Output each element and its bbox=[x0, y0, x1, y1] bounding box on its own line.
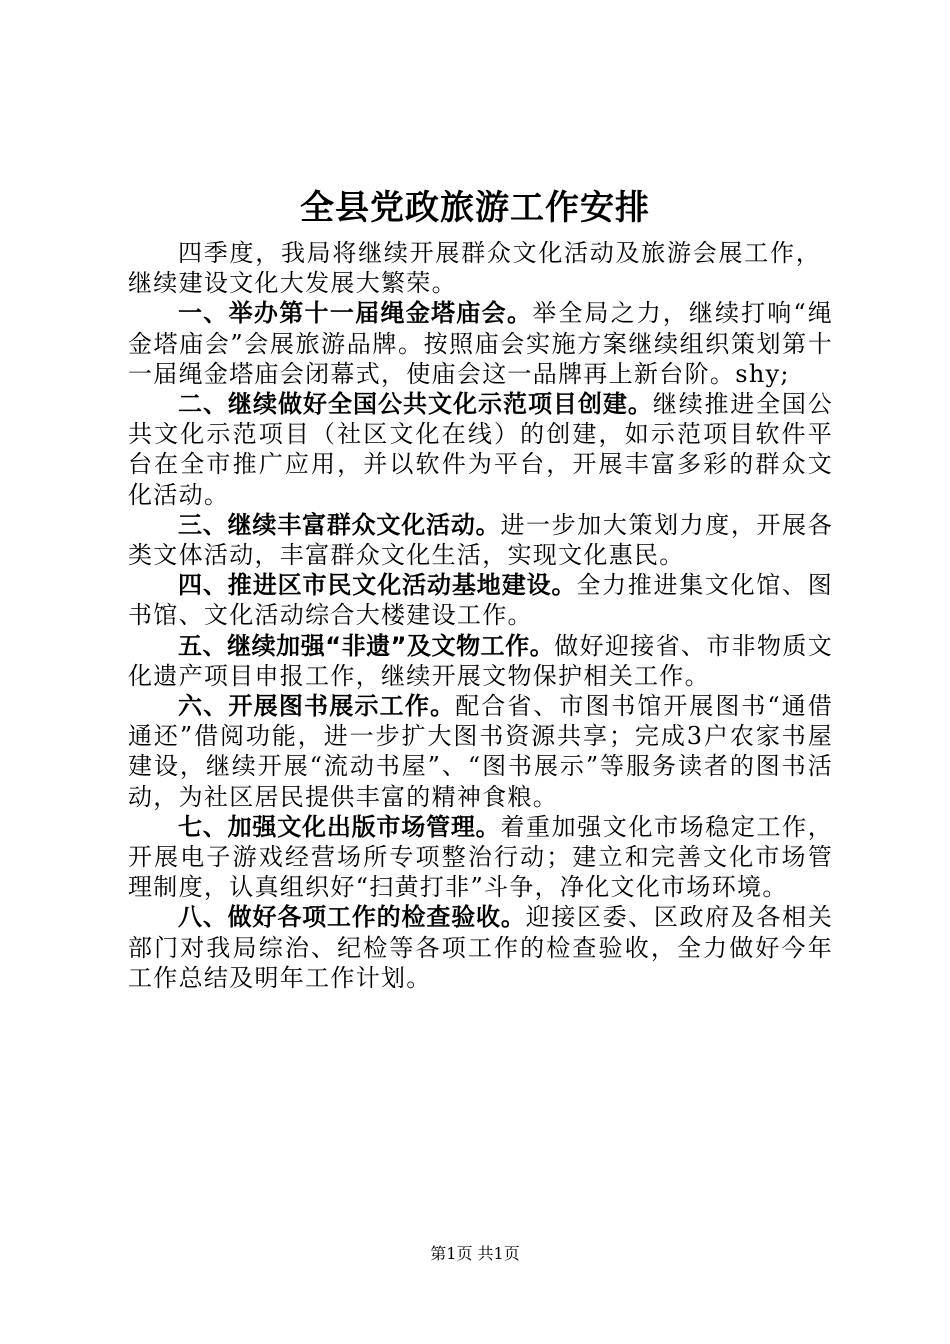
section-4-body: 全力推进集文化馆、图书馆、文化活动综合大楼建设工作。 bbox=[128, 571, 834, 630]
section-3-heading: 三、继续丰富群众文化活动。 bbox=[178, 510, 501, 539]
section-8-heading: 八、做好各项工作的检查验收。 bbox=[178, 903, 526, 932]
section-5-body: 做好迎接省、市非物质文化遗产项目申报工作，继续开展文物保护相关工作。 bbox=[128, 631, 833, 690]
section-1-paragraph bbox=[128, 298, 833, 389]
section-5-paragraph bbox=[128, 631, 833, 691]
section-4-paragraph bbox=[128, 570, 833, 630]
section-2-paragraph bbox=[128, 389, 833, 510]
page-footer: 第1页 共1页 bbox=[430, 1244, 520, 1263]
section-1-heading: 一、举办第十一届绳金塔庙会。 bbox=[178, 299, 533, 328]
section-3-paragraph bbox=[128, 510, 833, 570]
section-6-body: 配合省、市图书馆开展图书“通借通还”借阅功能，进一步扩大图书资源共享；完成3户农家书屋建设，继续开展“流动书屋”、“图书展示”等服务读者的图书活动，为社区居民提供丰富的精神食粮。 bbox=[128, 692, 833, 811]
section-6-paragraph bbox=[128, 691, 833, 812]
section-8-body: 迎接区委、区政府及各相关部门对我局综治、纪检等各项工作的检查验收，全力做好今年工作总结及明年工作计划。 bbox=[128, 903, 833, 992]
section-7-paragraph bbox=[128, 812, 833, 903]
document-title: 全县党政旅游工作安排 bbox=[300, 188, 650, 228]
document-body bbox=[128, 238, 833, 993]
section-7-body: 着重加强文化市场稳定工作，开展电子游戏经营场所专项整治行动；建立和完善文化市场管理制度，认真组织好“扫黄打非”斗争，净化文化市场环境。 bbox=[128, 812, 833, 902]
section-7-heading: 七、加强文化出版市场管理。 bbox=[178, 812, 501, 841]
section-1-body: 举全局之力，继续打响“绳金塔庙会”会展旅游品牌。按照庙会实施方案继续组织策划第十一届绳金塔庙会闭幕式，使庙会这一品牌再上新台阶。shy; bbox=[128, 299, 834, 388]
section-4-heading: 四、推进区市民文化活动基地建设。 bbox=[178, 571, 577, 600]
section-5-heading: 五、继续加强“非遗”及文物工作。 bbox=[178, 631, 555, 660]
section-3-body: 进一步加大策划力度，开展各类文体活动，丰富群众文化生活，实现文化惠民。 bbox=[128, 510, 833, 570]
intro-paragraph: 四季度，我局将继续开展群众文化活动及旅游会展工作，继续建设文化大发展大繁荣。 bbox=[128, 239, 821, 298]
section-6-heading: 六、开展图书展示工作。 bbox=[178, 692, 456, 721]
section-2-body: 继续推进全国公共文化示范项目（社区文化在线）的创建，如示范项目软件平台在全市推广应用，并以软件为平台，开展丰富多彩的群众文化活动。 bbox=[128, 390, 833, 509]
section-2-heading: 二、继续做好全国公共文化示范项目创建。 bbox=[178, 390, 653, 419]
section-8-paragraph bbox=[128, 902, 833, 993]
